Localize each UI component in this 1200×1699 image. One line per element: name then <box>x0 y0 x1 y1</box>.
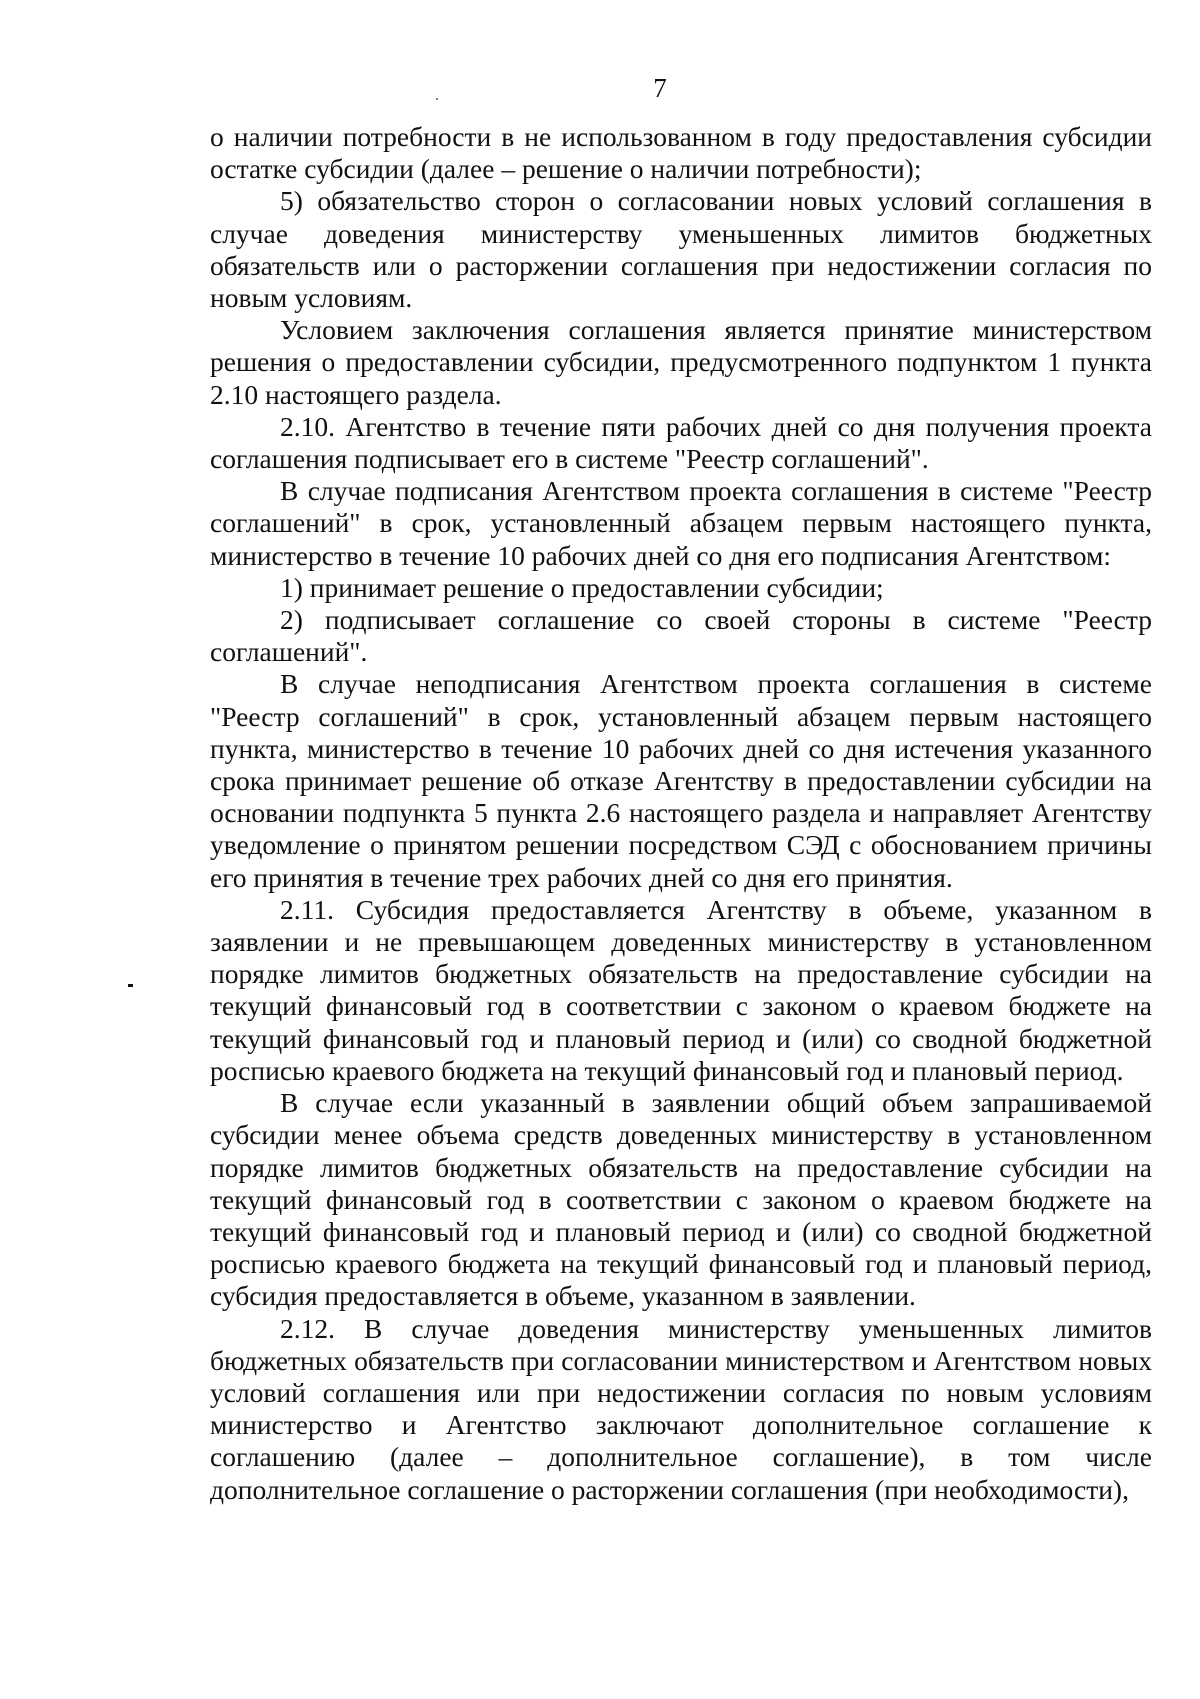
paragraph-item-5: 5) обязательство сторон о согласовании новых условий соглашения в случае доведения министерству уменьшенных лимитов бюджетных обязательств или о расторжении соглашения при недостижении согласия по новым условиям. <box>210 185 1152 314</box>
page-number: 7 <box>653 73 667 103</box>
document-body <box>210 121 1152 1506</box>
paragraph-lesser-volume: В случае если указанный в заявлении общий объем запрашиваемой субсидии менее объема средств доведенных министерству в установленном порядке лимитов бюджетных обязательств на предоставление субсидии на текущий финансовый год в соответствии с законом о краевом бюджете на текущий финансовый год и плановый период и (или) со сводной бюджетной росписью краевого бюджета на текущий финансовый год и плановый период, субсидия предоставляется в объеме, указанном в заявлении. <box>210 1087 1152 1312</box>
paragraph-condition: Условием заключения соглашения является принятие министерством решения о предоставлении субсидии, предусмотренного подпунктом 1 пункта 2.10 настоящего раздела. <box>210 314 1152 410</box>
paragraph-signing-case: В случае подписания Агентством проекта соглашения в системе "Реестр соглашений" в срок, установленный абзацем первым настоящего пункта, министерство в течение 10 рабочих дней со дня его подписания Агентством: <box>210 475 1152 571</box>
paragraph-subitem-2: 2) подписывает соглашение со своей стороны в системе "Реестр соглашений". <box>210 604 1152 668</box>
paragraph-continuation: о наличии потребности в не использованном в году предоставления субсидии остатке субсидии (далее – решение о наличии потребности); <box>210 121 1152 185</box>
paragraph-2-12: 2.12. В случае доведения министерству уменьшенных лимитов бюджетных обязательств при согласовании министерством и Агентством новых условий соглашения или при недостижении согласия по новым условиям министерство и Агентство заключают дополнительное соглашение к соглашению (далее – дополнительное соглашение), в том числе дополнительное соглашение о расторжении соглашения (при необходимости), <box>210 1312 1152 1505</box>
margin-mark <box>128 984 133 987</box>
scan-speck <box>436 98 438 100</box>
paragraph-subitem-1: 1) принимает решение о предоставлении субсидии; <box>280 571 884 603</box>
paragraph-2-10: 2.10. Агентство в течение пяти рабочих дней со дня получения проекта соглашения подписывает его в системе "Реестр соглашений". <box>210 410 1152 475</box>
paragraph-non-signing-case: В случае неподписания Агентством проекта соглашения в системе "Реестр соглашений" в срок, установленный абзацем первым настоящего пункта, министерство в течение 10 рабочих дней со дня истечения указанного срока принимает решение об отказе Агентству в предоставлении субсидии на основании подпункта 5 пункта 2.6 настоящего раздела и направляет Агентству уведомление о принятом решении посредством СЭД с обоснованием причины его принятия в течение трех рабочих дней со дня его принятия. <box>210 668 1152 893</box>
paragraph-2-11: 2.11. Субсидия предоставляется Агентству в объеме, указанном в заявлении и не превышающем доведенных министерству в установленном порядке лимитов бюджетных обязательств на предоставление субсидии на текущий финансовый год в соответствии с законом о краевом бюджете на текущий финансовый год и плановый период и (или) со сводной бюджетной росписью краевого бюджета на текущий финансовый год и плановый период. <box>210 893 1152 1086</box>
